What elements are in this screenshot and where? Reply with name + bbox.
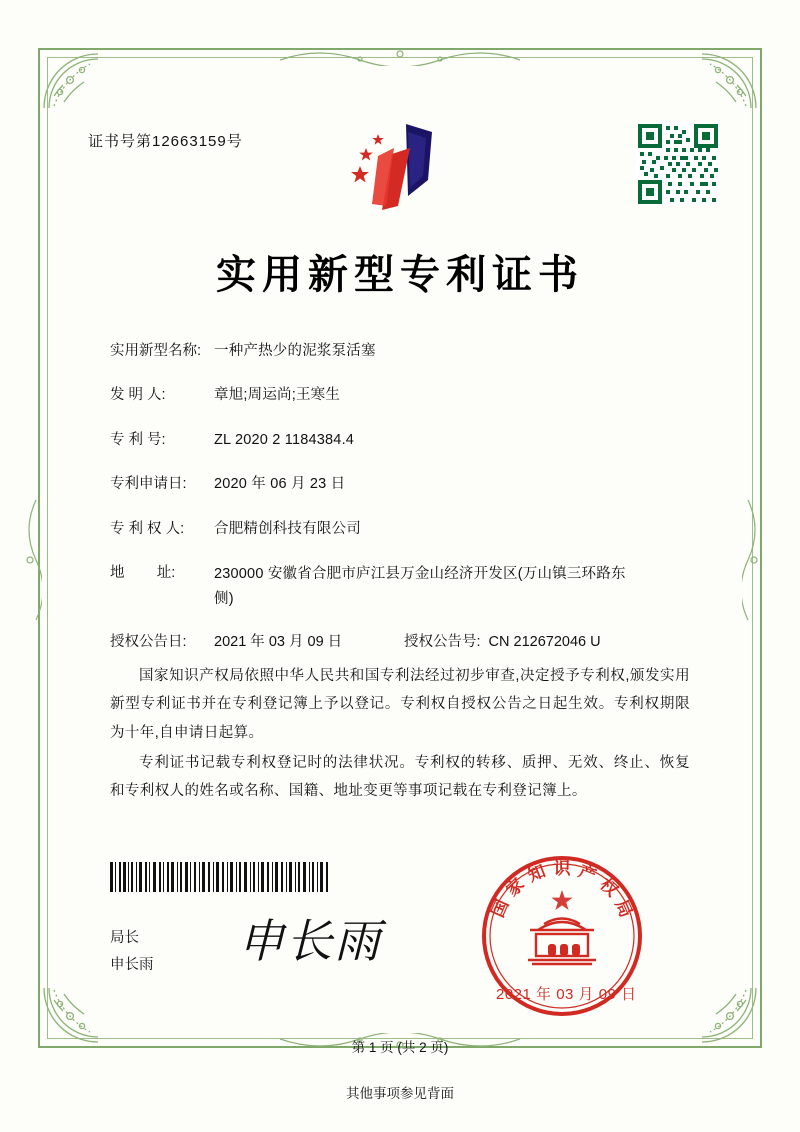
svg-text:国: 国 [488, 896, 513, 921]
paragraph-1: 国家知识产权局依照中华人民共和国专利法经过初步审查,决定授予专利权,颁发实用新型专利证书并在专利登记簿上予以登记。专利权自授权公告之日起生效。专利权期限为十年,自申请日起算。 [110, 668, 690, 741]
legal-text [110, 662, 690, 807]
field-value: ZL 2020 2 1184384.4 [214, 431, 355, 448]
field-label: 发 明 人: [110, 387, 166, 404]
certificate-number: 证书号第12663159号 [88, 133, 243, 150]
field-label: 专 利 权 人: [110, 520, 185, 537]
footer-note: 其他事项参见背面 [346, 1086, 454, 1101]
field-list [110, 340, 700, 661]
director-label: 局长 [110, 930, 139, 946]
field-row-publication [110, 630, 700, 651]
svg-text:产: 产 [575, 861, 599, 886]
qr-code-icon [636, 122, 720, 206]
field-label: 专利申请日: [110, 476, 187, 493]
field-row-address [110, 562, 700, 611]
page-title: 实用新型专利证书 [216, 253, 584, 297]
director-block [110, 925, 154, 979]
publication-date-label: 授权公告日: [110, 633, 187, 650]
edge-ornament-icon [20, 500, 42, 625]
corner-ornament-icon [40, 50, 102, 112]
page-number: 第 1 页 (共 2 页) [351, 1040, 449, 1055]
seal-date: 2021 年 03 月 09 日 [496, 986, 637, 1003]
field-label: 实用新型名称: [110, 343, 202, 359]
svg-text:识: 识 [553, 859, 571, 878]
svg-text:知: 知 [525, 861, 549, 886]
field-label: 地 址: [110, 565, 176, 582]
field-label: 专 利 号: [110, 431, 166, 448]
svg-text:权: 权 [596, 874, 622, 901]
field-value: 合肥精创科技有限公司 [214, 520, 361, 537]
field-row-patent-number [110, 429, 700, 451]
edge-ornament-icon [742, 500, 764, 625]
barcode-icon [110, 862, 330, 892]
publication-number-value: CN 212672046 U [488, 633, 601, 650]
field-row-application-date [110, 473, 700, 495]
cnipa-logo-icon [348, 118, 458, 223]
handwritten-signature: 申长雨 [238, 916, 382, 967]
field-row-inventors [110, 384, 700, 406]
director-name: 申长雨 [110, 956, 154, 973]
field-row-patentee [110, 518, 700, 540]
paragraph-2: 专利证书记载专利权登记时的法律状况。专利权的转移、质押、无效、终止、恢复和专利权人的姓名或名称、国籍、地址变更等事项记载在专利登记簿上。 [110, 754, 690, 800]
corner-ornament-icon [698, 50, 760, 112]
svg-text:家: 家 [502, 874, 528, 901]
svg-text:局: 局 [611, 896, 636, 921]
field-value: 一种产热少的泥浆泵活塞 [214, 343, 376, 359]
field-value: 章旭;周运尚;王寒生 [214, 387, 341, 404]
field-value: 230000 安徽省合肥市庐江县万金山经济开发区(万山镇三环路东侧) [214, 566, 626, 607]
publication-number-label: 授权公告号: [404, 633, 481, 650]
publication-date-value: 2021 年 03 月 09 日 [214, 633, 343, 650]
field-value: 2020 年 06 月 23 日 [214, 476, 346, 493]
field-row-name [110, 340, 700, 362]
edge-ornament-icon [280, 44, 520, 71]
